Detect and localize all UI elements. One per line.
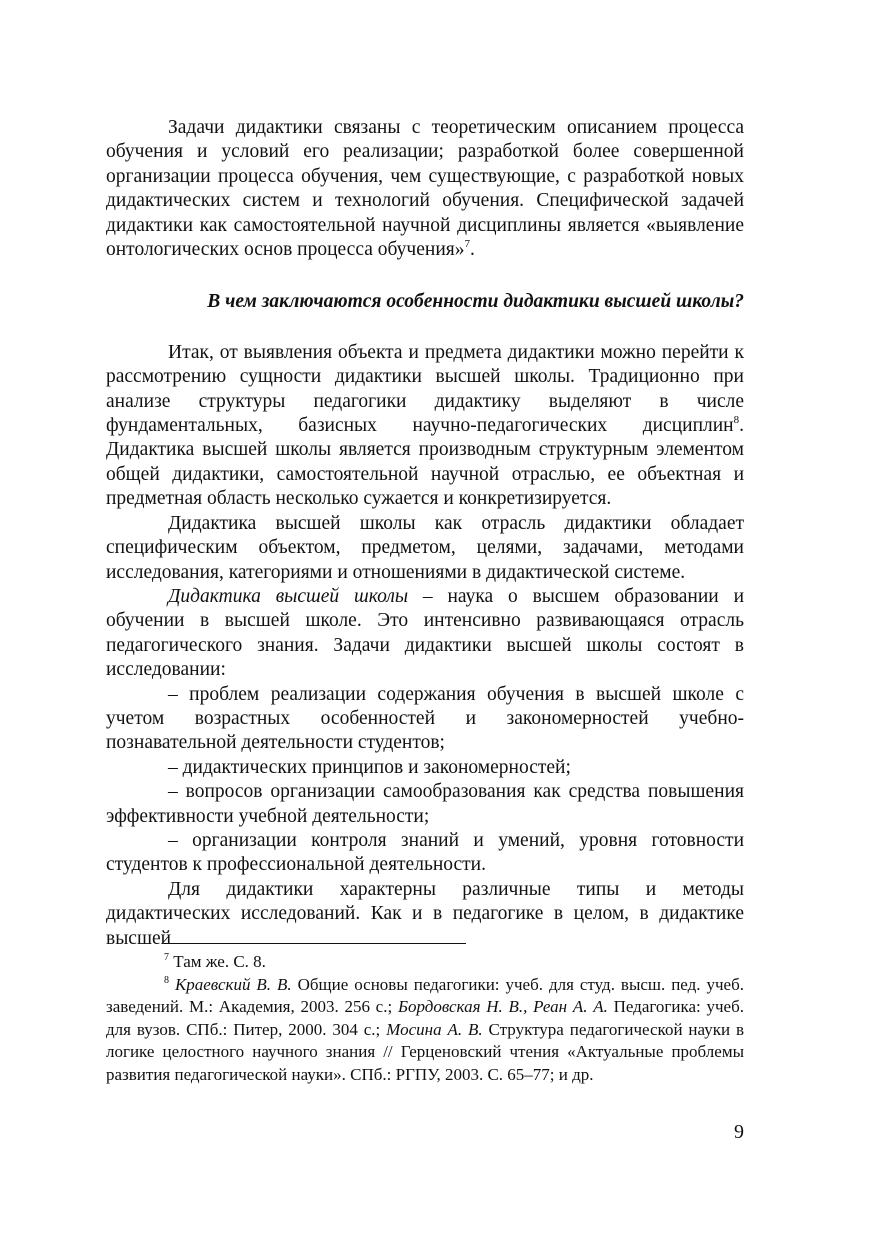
- section-heading: В чем заключаются особенности дидактики высшей школы?: [207, 291, 744, 313]
- footnote-7: $^7$ Там же. С. 8.: [164, 952, 266, 971]
- footnote-divider: [164, 943, 466, 944]
- paragraph-higher-school-essence: Итак, от выявления объекта и предмета дидактики можно перейти к рассмотрению сущности дидактики высшей школы. Традиционно при анализе структуры педагогики дидактику выделяют в числе фундаментальных, базисных научно-педагогических дисциплин$^8$. Дидактика высшей школы является производным структурным элементом общей дидактики, самостоятельной научной отраслью, ее объектная и предметная область несколько сужается и конкретизируется.: [106, 341, 744, 510]
- list-item: – вопросов организации самообразования как средства повышения эффективности учебной деятельности;: [106, 781, 744, 827]
- paragraph-research-types: Для дидактики характерны различные типы и методы дидактических исследований. Как и в педагогике в целом, в дидактике высшей: [106, 878, 744, 949]
- main-text: [106, 116, 744, 951]
- footnote-ref-8[interactable]: 8: [733, 414, 740, 427]
- footnote-8: $^8$ Краевский В. В. Общие основы педагогики: учеб. для студ. высш. пед. учеб. заведений. М.: Академия, 2003. 256 с.; Бордовская Н. В., Реан А. А. Педагогика: учеб. для вузов. СПб.: Питер, 2000. 304 с.; Мосина А. В. Структура педагогической науки в логике целостного научного знания // Герценовский чтения «Актуальные проблемы развития педагогической науки». СПб.: РГПУ, 2003. С. 65–77; и др.: [106, 974, 744, 1084]
- list-item: – проблем реализации содержания обучения в высшей школе с учетом возрастных особенностей и закономерностей учебно-познавательной деятельности студентов;: [106, 683, 744, 754]
- footnote-ref-7[interactable]: 7: [464, 238, 470, 251]
- paragraph-branch: Дидактика высшей школы как отрасль дидактики обладает специфическим объектом, предметом, целями, задачами, методами исследования, категориями и отношениями в дидактической системе.: [106, 512, 744, 583]
- page-number: 9: [734, 1121, 744, 1143]
- defined-term: Дидактика высшей школы: [168, 585, 409, 607]
- paragraph-definition: Дидактика высшей школы – наука о высшем образовании и обучении в высшей школе. Это интенсивно развивающаяся отрасль педагогического знания. Задачи дидактики высшей школы состоят в исследовании:: [106, 585, 744, 681]
- list-item: – организации контроля знаний и умений, уровня готовности студентов к профессиональной деятельности.: [106, 829, 744, 876]
- paragraph-didactics-tasks: Задачи дидактики связаны с теоретическим описанием процесса обучения и условий его реализации; разработкой более совершенной организации процесса обучения, чем существующие, с разработкой новых дидактических систем и технологий обучения. Специфической задачей дидактики как самостоятельной научной дисциплины является «выявление онтологических основ процесса обучения»$^7$.: [106, 117, 744, 261]
- footnotes: [106, 951, 744, 1086]
- list-item: – дидактических принципов и закономерностей;: [168, 756, 571, 778]
